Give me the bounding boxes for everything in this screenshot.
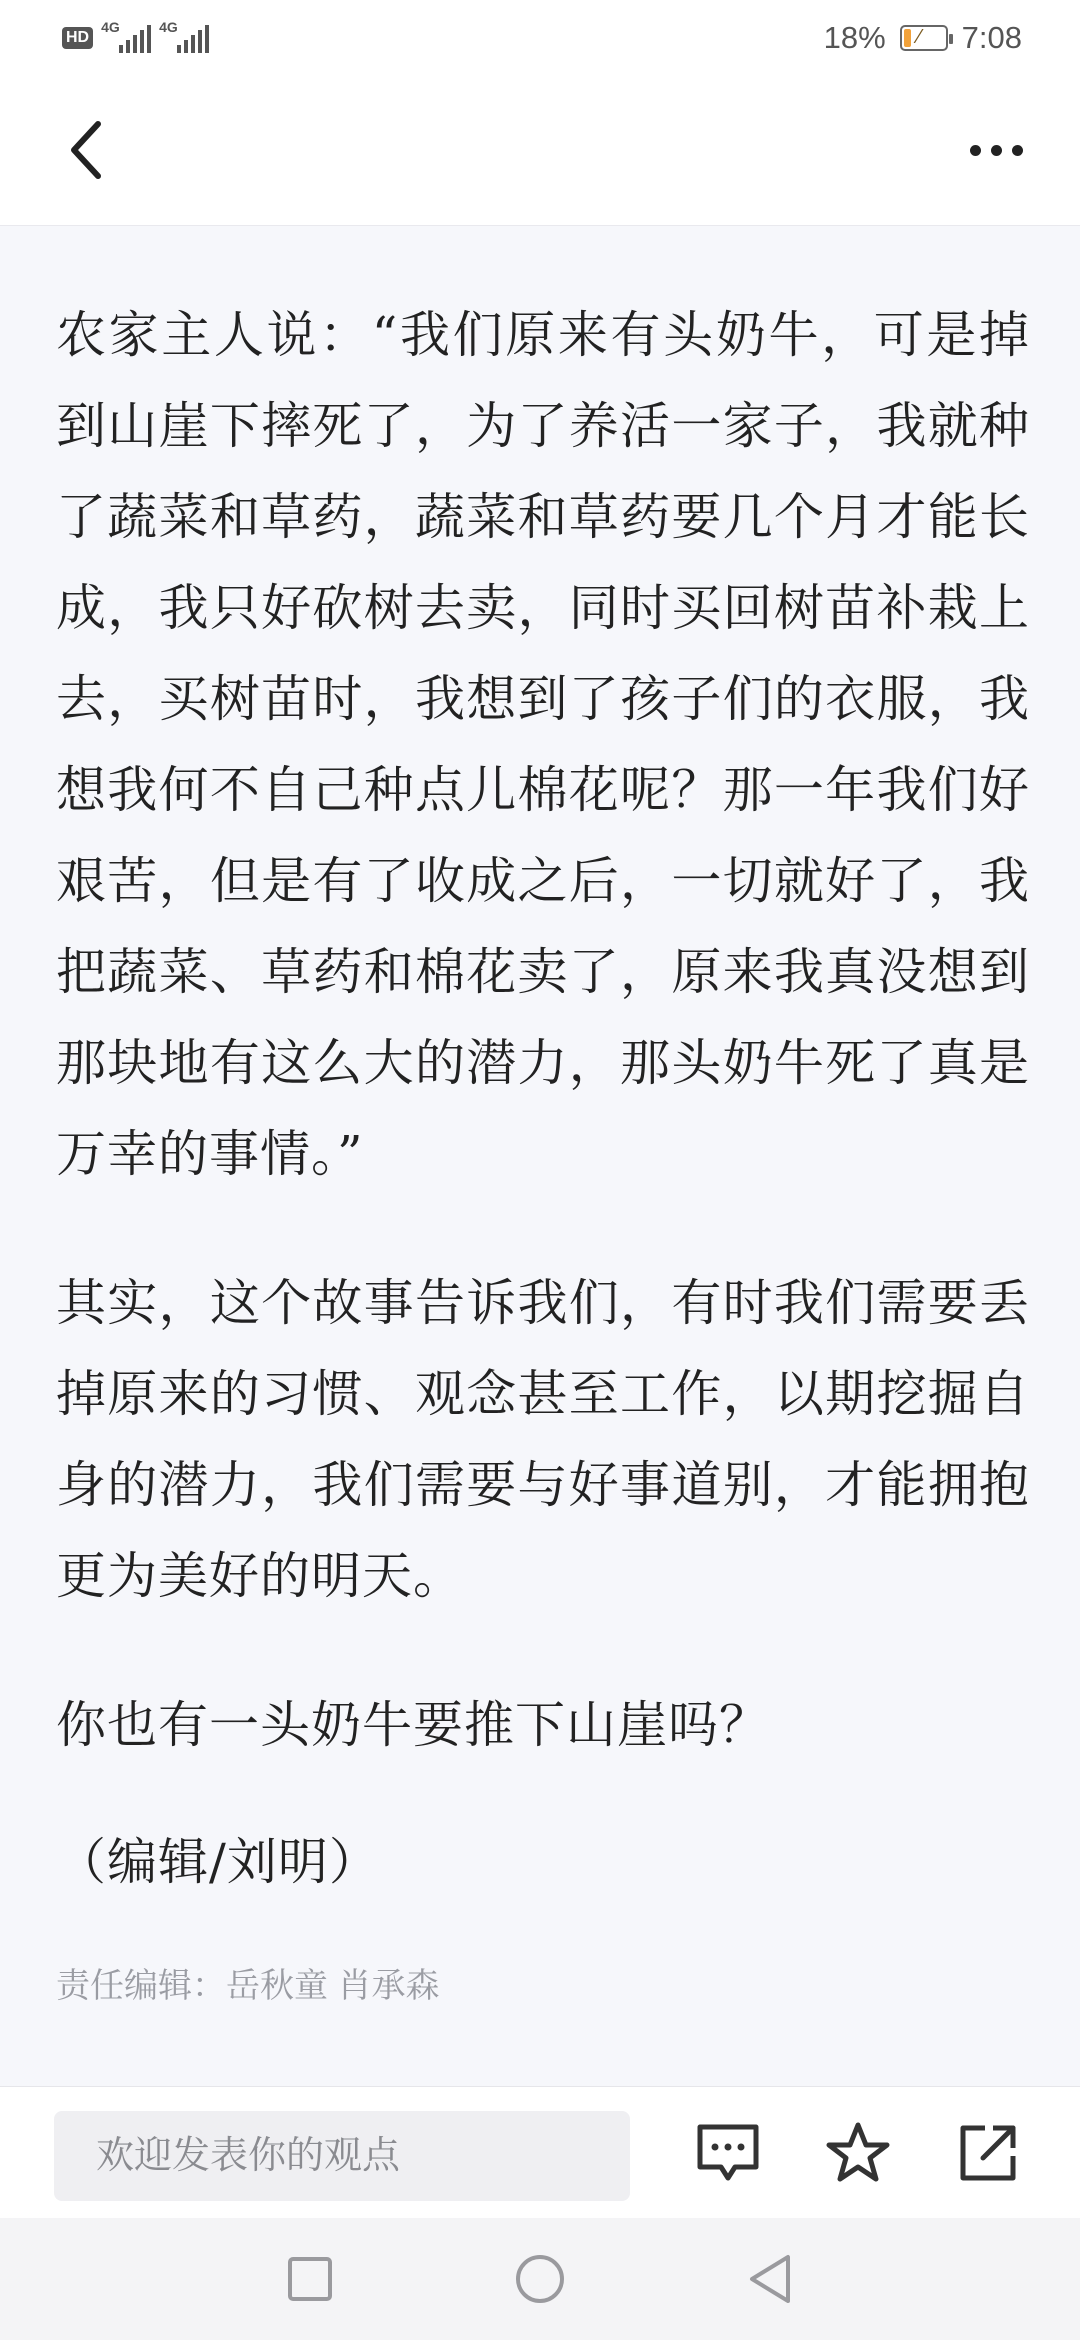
status-bar [0, 0, 1080, 76]
battery-percent: 18% [823, 20, 886, 55]
system-nav-bar [0, 2218, 1080, 2340]
article-paragraph: 你也有一头奶牛要推下山崖吗？ [56, 1696, 770, 1754]
network-type-2: 4G [159, 19, 178, 35]
article-paragraph: 农家主人说：“我们原来有头奶牛，可是掉到山崖下摔死了，为了养活一家子，我就种了蔬菜和草药，蔬菜和草药要几个月才能长成，我只好砍树去卖，同时买回树苗补栽上去，买树苗时，我想到了孩子们的衣服，我想我何不自己种点儿棉花呢？那一年我们好艰苦，但是有了收成之后，一切就好了，我把蔬菜、草药和棉花卖了，原来我真没想到那块地有这么大的潜力，那头奶牛死了真是万幸的事情。” [56, 306, 1030, 1183]
star-icon [825, 2121, 891, 2185]
network-type-1: 4G [101, 19, 120, 35]
system-back-button[interactable] [740, 2249, 800, 2309]
more-dot [970, 145, 981, 156]
status-left [62, 19, 209, 53]
signal-icon-1 [101, 19, 151, 53]
top-nav-bar [0, 76, 1080, 226]
back-button[interactable] [56, 120, 116, 180]
more-dot [991, 145, 1002, 156]
article-paragraph: 其实，这个故事告诉我们，有时我们需要丢掉原来的习惯、观念甚至工作，以期挖掘自身的潜力，我们需要与好事道别，才能拥抱更为美好的明天。 [56, 1274, 1030, 1605]
status-right [824, 20, 1022, 56]
recents-button[interactable] [280, 2249, 340, 2309]
home-button[interactable] [510, 2249, 570, 2309]
article-body [56, 290, 1030, 2007]
circle-home-icon [514, 2253, 566, 2305]
comment-input[interactable]: 欢迎发表你的观点 [54, 2111, 630, 2201]
responsible-editor: 责任编辑：岳秋童 肖承森 [56, 1967, 440, 2005]
more-options-button[interactable] [956, 120, 1036, 180]
triangle-back-icon [746, 2253, 794, 2305]
chevron-left-icon [66, 120, 106, 180]
share-button[interactable] [950, 2115, 1026, 2191]
hd-icon: HD [62, 27, 93, 49]
comments-button[interactable] [690, 2115, 766, 2191]
more-dot [1012, 145, 1023, 156]
comment-bar [0, 2086, 1080, 2218]
article-editor-credit: （编辑/刘明） [56, 1833, 380, 1891]
share-icon [957, 2122, 1019, 2184]
battery-fill [904, 29, 911, 47]
power-saving-leaf-icon: ⁄ [917, 26, 921, 48]
signal-icon-2 [159, 19, 209, 53]
clock: 7:08 [961, 20, 1022, 55]
square-recents-icon [287, 2256, 333, 2302]
comment-icon [695, 2122, 761, 2184]
favorite-button[interactable] [820, 2115, 896, 2191]
battery-icon [900, 25, 948, 51]
